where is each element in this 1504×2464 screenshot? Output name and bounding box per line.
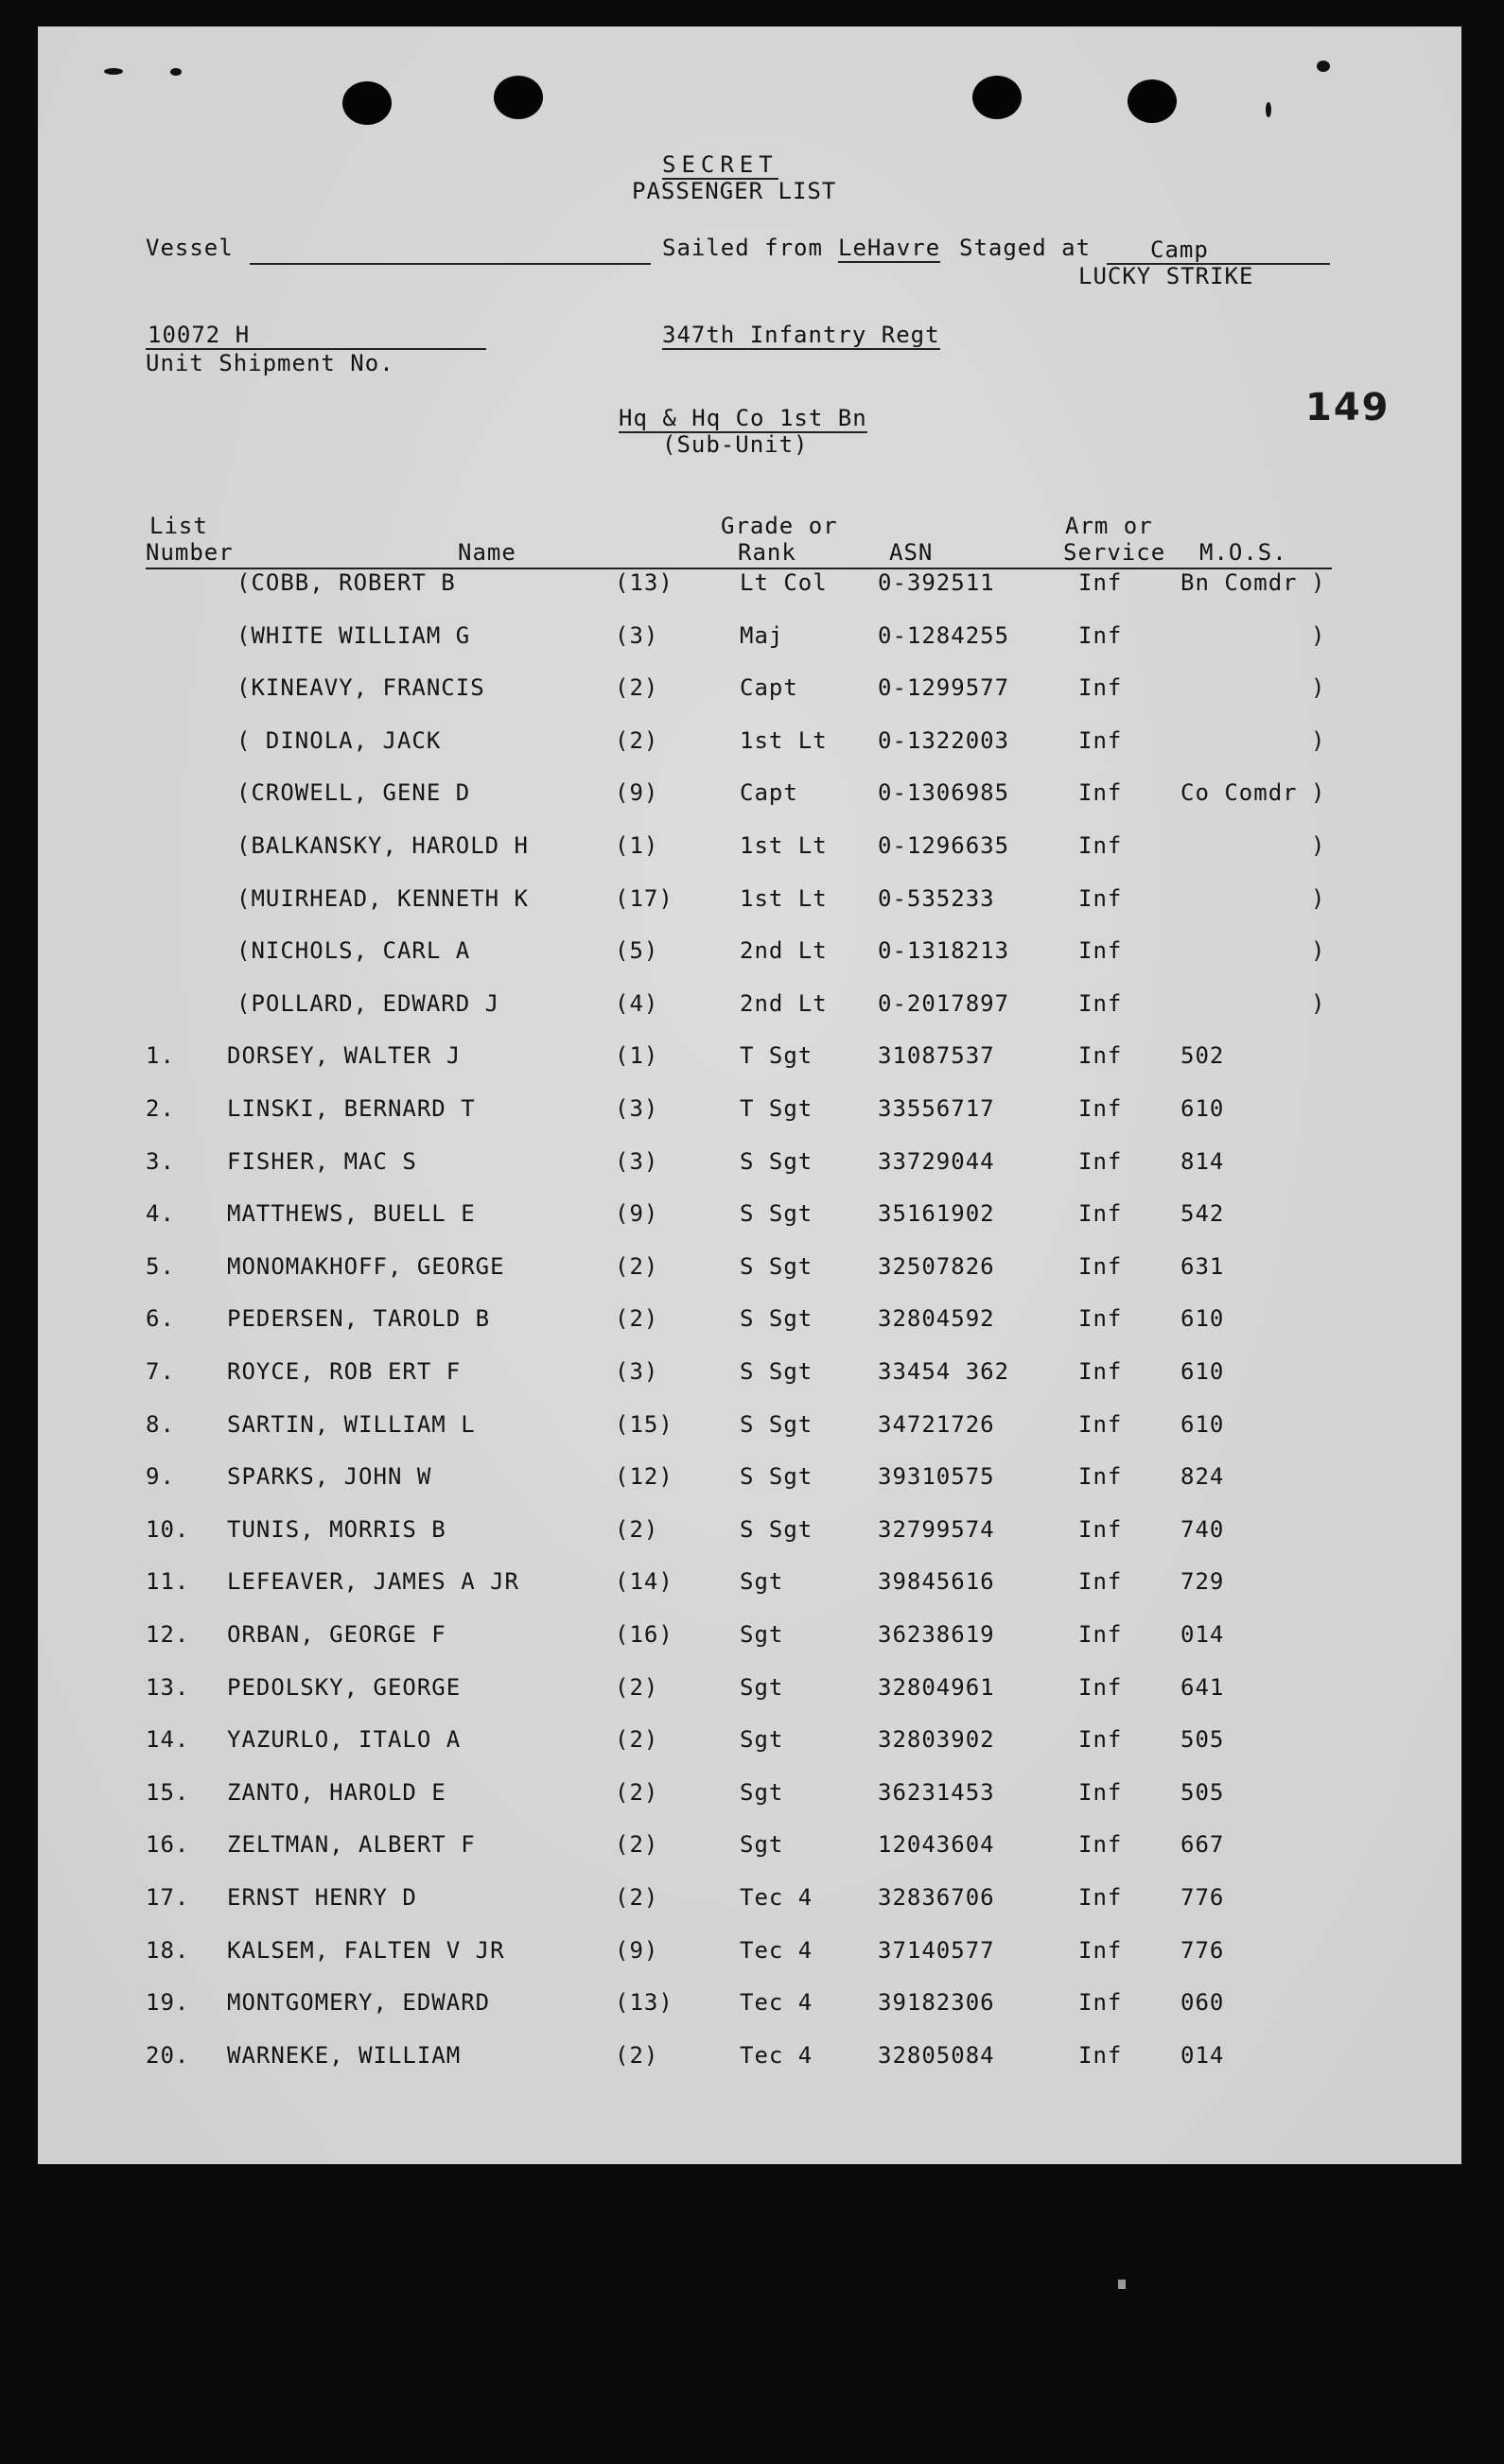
cell-arm: Inf bbox=[1078, 1410, 1123, 1438]
cell-num: 8. bbox=[146, 1410, 175, 1438]
cell-mos: Co Comdr bbox=[1180, 779, 1298, 807]
enlisted-row bbox=[38, 1095, 1461, 1133]
vessel-label: Vessel bbox=[146, 235, 234, 261]
cell-mos: 505 bbox=[1180, 1778, 1225, 1806]
cell-code: (15) bbox=[615, 1410, 673, 1438]
cell-asn: 0-535233 bbox=[878, 884, 995, 912]
ink-speck bbox=[1317, 61, 1330, 72]
cell-code: (3) bbox=[615, 1358, 659, 1385]
cell-arm: Inf bbox=[1078, 1831, 1123, 1859]
cell-name: FISHER, MAC S bbox=[227, 1147, 417, 1175]
cell-mos: 776 bbox=[1180, 1884, 1225, 1911]
sailed-from-label: Sailed from bbox=[662, 235, 823, 261]
cell-name: (BALKANSKY, HAROLD H bbox=[236, 832, 529, 859]
cell-asn: 35161902 bbox=[878, 1200, 995, 1228]
cell-rank: Tec 4 bbox=[740, 2041, 813, 2069]
officer-row bbox=[38, 779, 1461, 817]
enlisted-row bbox=[38, 1989, 1461, 2027]
cell-arm: Inf bbox=[1078, 937, 1123, 965]
cell-mos: 641 bbox=[1180, 1673, 1225, 1701]
cell-asn: 32804592 bbox=[878, 1305, 995, 1333]
cell-mos: 610 bbox=[1180, 1305, 1225, 1333]
cell-code: (9) bbox=[615, 779, 659, 807]
cell-asn: 0-2017897 bbox=[878, 989, 1010, 1017]
cell-code: (4) bbox=[615, 989, 659, 1017]
cell-name: ZANTO, HAROLD E bbox=[227, 1778, 446, 1806]
cell-num: 9. bbox=[146, 1463, 175, 1491]
cell-code: (13) bbox=[615, 1989, 673, 2017]
cell-asn: 33729044 bbox=[878, 1147, 995, 1175]
cell-mos: 505 bbox=[1180, 1726, 1225, 1754]
cell-rank: Capt bbox=[740, 779, 798, 807]
cell-name: MATTHEWS, BUELL E bbox=[227, 1200, 476, 1228]
cell-name: DORSEY, WALTER J bbox=[227, 1042, 462, 1070]
cell-mos: 610 bbox=[1180, 1358, 1225, 1385]
cell-asn: 32805084 bbox=[878, 2041, 995, 2069]
cell-rank: Maj bbox=[740, 621, 784, 649]
cell-code: (14) bbox=[615, 1568, 673, 1596]
cell-rank: Sgt bbox=[740, 1778, 784, 1806]
officer-row bbox=[38, 674, 1461, 712]
cell-arm: Inf bbox=[1078, 1884, 1123, 1911]
cell-arm: Inf bbox=[1078, 1042, 1123, 1070]
cell-mos: 814 bbox=[1180, 1147, 1225, 1175]
cell-arm: Inf bbox=[1078, 1252, 1123, 1280]
subunit-label: (Sub-Unit) bbox=[662, 431, 809, 458]
cell-arm: Inf bbox=[1078, 1147, 1123, 1175]
cell-num: 7. bbox=[146, 1358, 175, 1385]
cell-num: 5. bbox=[146, 1252, 175, 1280]
enlisted-row bbox=[38, 1200, 1461, 1238]
cell-code: (2) bbox=[615, 726, 659, 754]
cell-num: 14. bbox=[146, 1726, 190, 1754]
cell-mos: 014 bbox=[1180, 2041, 1225, 2069]
cell-name: PEDOLSKY, GEORGE bbox=[227, 1673, 462, 1701]
cell-arm: Inf bbox=[1078, 884, 1123, 912]
ink-speck bbox=[1118, 2280, 1126, 2289]
enlisted-row bbox=[38, 1411, 1461, 1449]
cell-mos: Bn Comdr bbox=[1180, 569, 1298, 596]
cell-bracket: ) bbox=[1311, 832, 1326, 859]
officer-row bbox=[38, 990, 1461, 1028]
cell-name: YAZURLO, ITALO A bbox=[227, 1726, 462, 1754]
cell-asn: 32507826 bbox=[878, 1252, 995, 1280]
col-name: Name bbox=[458, 539, 516, 566]
cell-code: (9) bbox=[615, 1936, 659, 1964]
cell-num: 4. bbox=[146, 1200, 175, 1228]
cell-name: MONOMAKHOFF, GEORGE bbox=[227, 1252, 505, 1280]
cell-code: (2) bbox=[615, 1252, 659, 1280]
staged-at-label: Staged at bbox=[959, 235, 1092, 261]
cell-num: 20. bbox=[146, 2041, 190, 2069]
cell-arm: Inf bbox=[1078, 1358, 1123, 1385]
enlisted-row bbox=[38, 1568, 1461, 1606]
cell-asn: 0-1322003 bbox=[878, 726, 1010, 754]
cell-rank: T Sgt bbox=[740, 1095, 813, 1122]
unit-name: 347th Infantry Regt bbox=[662, 322, 940, 348]
officer-row bbox=[38, 937, 1461, 975]
col-list-number-1: List bbox=[149, 513, 208, 539]
cell-asn: 39310575 bbox=[878, 1463, 995, 1491]
ink-speck bbox=[170, 68, 182, 76]
cell-arm: Inf bbox=[1078, 832, 1123, 859]
col-grade-2: Rank bbox=[738, 539, 796, 566]
cell-arm: Inf bbox=[1078, 1989, 1123, 2017]
cell-rank: Sgt bbox=[740, 1568, 784, 1596]
col-asn: ASN bbox=[889, 539, 934, 566]
cell-asn: 39845616 bbox=[878, 1568, 995, 1596]
cell-code: (3) bbox=[615, 1095, 659, 1122]
officer-row bbox=[38, 832, 1461, 870]
cell-bracket: ) bbox=[1311, 779, 1326, 807]
camp-name: LUCKY STRIKE bbox=[1078, 263, 1254, 289]
enlisted-row bbox=[38, 1726, 1461, 1764]
enlisted-row bbox=[38, 1253, 1461, 1291]
enlisted-row bbox=[38, 1779, 1461, 1817]
cell-name: KALSEM, FALTEN V JR bbox=[227, 1936, 505, 1964]
cell-mos: 542 bbox=[1180, 1200, 1225, 1228]
cell-num: 16. bbox=[146, 1831, 190, 1859]
cell-num: 19. bbox=[146, 1989, 190, 2017]
cell-name: ERNST HENRY D bbox=[227, 1884, 417, 1911]
cell-asn: 0-392511 bbox=[878, 569, 995, 596]
punch-hole bbox=[342, 81, 392, 125]
cell-mos: 610 bbox=[1180, 1410, 1225, 1438]
cell-code: (2) bbox=[615, 1305, 659, 1333]
col-grade-1: Grade or bbox=[721, 513, 838, 539]
punch-hole bbox=[972, 76, 1022, 119]
cell-name: (POLLARD, EDWARD J bbox=[236, 989, 500, 1017]
cell-name: SARTIN, WILLIAM L bbox=[227, 1410, 476, 1438]
document-page bbox=[38, 26, 1461, 2164]
subunit-name: Hq & Hq Co 1st Bn bbox=[619, 405, 867, 431]
enlisted-row bbox=[38, 1358, 1461, 1396]
cell-arm: Inf bbox=[1078, 1515, 1123, 1543]
cell-num: 17. bbox=[146, 1884, 190, 1911]
cell-code: (2) bbox=[615, 2041, 659, 2069]
col-mos: M.O.S. bbox=[1199, 539, 1287, 566]
cell-num: 1. bbox=[146, 1042, 175, 1070]
enlisted-row bbox=[38, 1305, 1461, 1343]
cell-code: (2) bbox=[615, 1515, 659, 1543]
cell-asn: 31087537 bbox=[878, 1042, 995, 1070]
cell-rank: S Sgt bbox=[740, 1358, 813, 1385]
shipment-number: 10072 H bbox=[148, 322, 251, 348]
cell-name: ORBAN, GEORGE F bbox=[227, 1621, 446, 1648]
enlisted-row bbox=[38, 1674, 1461, 1712]
cell-name: WARNEKE, WILLIAM bbox=[227, 2041, 462, 2069]
cell-name: MONTGOMERY, EDWARD bbox=[227, 1989, 491, 2017]
cell-rank: S Sgt bbox=[740, 1200, 813, 1228]
cell-arm: Inf bbox=[1078, 569, 1123, 596]
cell-arm: Inf bbox=[1078, 1463, 1123, 1491]
cell-asn: 12043604 bbox=[878, 1831, 995, 1859]
officer-row bbox=[38, 569, 1461, 607]
cell-name: TUNIS, MORRIS B bbox=[227, 1515, 446, 1543]
cell-arm: Inf bbox=[1078, 674, 1123, 702]
cell-rank: Sgt bbox=[740, 1726, 784, 1754]
cell-asn: 0-1318213 bbox=[878, 937, 1010, 965]
cell-rank: S Sgt bbox=[740, 1410, 813, 1438]
cell-code: (2) bbox=[615, 1726, 659, 1754]
cell-bracket: ) bbox=[1311, 937, 1326, 965]
enlisted-row bbox=[38, 1516, 1461, 1554]
cell-name: (WHITE WILLIAM G bbox=[236, 621, 471, 649]
cell-name: ( DINOLA, JACK bbox=[236, 726, 442, 754]
cell-bracket: ) bbox=[1311, 726, 1326, 754]
cell-asn: 32803902 bbox=[878, 1726, 995, 1754]
cell-name: LINSKI, BERNARD T bbox=[227, 1095, 476, 1122]
staged-at-value: Camp bbox=[1150, 236, 1209, 263]
cell-asn: 0-1296635 bbox=[878, 832, 1010, 859]
cell-rank: 2nd Lt bbox=[740, 989, 828, 1017]
cell-code: (9) bbox=[615, 1200, 659, 1228]
cell-asn: 36231453 bbox=[878, 1778, 995, 1806]
cell-code: (2) bbox=[615, 674, 659, 702]
cell-asn: 36238619 bbox=[878, 1621, 995, 1648]
cell-arm: Inf bbox=[1078, 1305, 1123, 1333]
col-arm-2: Service bbox=[1063, 539, 1166, 566]
cell-asn: 32836706 bbox=[878, 1884, 995, 1911]
cell-name: (COBB, ROBERT B bbox=[236, 569, 456, 596]
enlisted-row bbox=[38, 1463, 1461, 1501]
cell-arm: Inf bbox=[1078, 1621, 1123, 1648]
cell-mos: 610 bbox=[1180, 1095, 1225, 1122]
cell-rank: Tec 4 bbox=[740, 1884, 813, 1911]
vessel-blank-line bbox=[250, 263, 651, 265]
cell-rank: T Sgt bbox=[740, 1042, 813, 1070]
cell-arm: Inf bbox=[1078, 1726, 1123, 1754]
punch-hole bbox=[1128, 79, 1177, 123]
cell-asn: 32804961 bbox=[878, 1673, 995, 1701]
cell-code: (12) bbox=[615, 1463, 673, 1491]
cell-num: 10. bbox=[146, 1515, 190, 1543]
cell-code: (3) bbox=[615, 1147, 659, 1175]
cell-num: 12. bbox=[146, 1621, 190, 1648]
cell-rank: Capt bbox=[740, 674, 798, 702]
cell-bracket: ) bbox=[1311, 989, 1326, 1017]
cell-code: (3) bbox=[615, 621, 659, 649]
cell-num: 15. bbox=[146, 1778, 190, 1806]
cell-mos: 014 bbox=[1180, 1621, 1225, 1648]
cell-bracket: ) bbox=[1311, 884, 1326, 912]
cell-num: 2. bbox=[146, 1095, 175, 1122]
cell-name: SPARKS, JOHN W bbox=[227, 1463, 432, 1491]
officer-row bbox=[38, 885, 1461, 923]
officer-row bbox=[38, 727, 1461, 765]
cell-rank: Lt Col bbox=[740, 569, 828, 596]
cell-arm: Inf bbox=[1078, 1673, 1123, 1701]
cell-arm: Inf bbox=[1078, 1200, 1123, 1228]
ink-speck bbox=[104, 68, 123, 75]
cell-arm: Inf bbox=[1078, 779, 1123, 807]
cell-rank: S Sgt bbox=[740, 1305, 813, 1333]
cell-arm: Inf bbox=[1078, 2041, 1123, 2069]
cell-code: (2) bbox=[615, 1778, 659, 1806]
cell-name: (KINEAVY, FRANCIS bbox=[236, 674, 485, 702]
enlisted-row bbox=[38, 1042, 1461, 1080]
officer-row bbox=[38, 622, 1461, 660]
cell-bracket: ) bbox=[1311, 569, 1326, 596]
cell-rank: S Sgt bbox=[740, 1515, 813, 1543]
cell-mos: 729 bbox=[1180, 1568, 1225, 1596]
cell-arm: Inf bbox=[1078, 1778, 1123, 1806]
cell-code: (13) bbox=[615, 569, 673, 596]
cell-mos: 502 bbox=[1180, 1042, 1225, 1070]
cell-code: (1) bbox=[615, 832, 659, 859]
secret-heading: SECRET bbox=[662, 151, 778, 178]
cell-rank: S Sgt bbox=[740, 1252, 813, 1280]
enlisted-row bbox=[38, 1884, 1461, 1922]
cell-code: (2) bbox=[615, 1884, 659, 1911]
cell-rank: 1st Lt bbox=[740, 832, 828, 859]
cell-mos: 824 bbox=[1180, 1463, 1225, 1491]
cell-mos: 776 bbox=[1180, 1936, 1225, 1964]
cell-rank: Tec 4 bbox=[740, 1936, 813, 1964]
cell-asn: 0-1306985 bbox=[878, 779, 1010, 807]
cell-arm: Inf bbox=[1078, 1095, 1123, 1122]
cell-code: (2) bbox=[615, 1831, 659, 1859]
cell-bracket: ) bbox=[1311, 621, 1326, 649]
cell-code: (1) bbox=[615, 1042, 659, 1070]
cell-code: (5) bbox=[615, 937, 659, 965]
cell-rank: S Sgt bbox=[740, 1463, 813, 1491]
cell-num: 3. bbox=[146, 1147, 175, 1175]
cell-code: (17) bbox=[615, 884, 673, 912]
cell-arm: Inf bbox=[1078, 1568, 1123, 1596]
cell-rank: Sgt bbox=[740, 1831, 784, 1859]
cell-rank: 1st Lt bbox=[740, 726, 828, 754]
enlisted-row bbox=[38, 1831, 1461, 1869]
cell-num: 11. bbox=[146, 1568, 190, 1596]
ink-speck bbox=[1266, 102, 1271, 117]
cell-name: ZELTMAN, ALBERT F bbox=[227, 1831, 476, 1859]
cell-arm: Inf bbox=[1078, 1936, 1123, 1964]
cell-rank: Sgt bbox=[740, 1673, 784, 1701]
cell-mos: 740 bbox=[1180, 1515, 1225, 1543]
cell-asn: 0-1284255 bbox=[878, 621, 1010, 649]
cell-num: 13. bbox=[146, 1673, 190, 1701]
cell-asn: 34721726 bbox=[878, 1410, 995, 1438]
punch-hole bbox=[494, 76, 543, 119]
cell-num: 18. bbox=[146, 1936, 190, 1964]
col-list-number-2: Number bbox=[146, 539, 234, 566]
cell-code: (2) bbox=[615, 1673, 659, 1701]
cell-rank: Sgt bbox=[740, 1621, 784, 1648]
cell-bracket: ) bbox=[1311, 674, 1326, 702]
cell-rank: 2nd Lt bbox=[740, 937, 828, 965]
enlisted-row bbox=[38, 2042, 1461, 2080]
cell-mos: 667 bbox=[1180, 1831, 1225, 1859]
cell-mos: 631 bbox=[1180, 1252, 1225, 1280]
shipment-label: Unit Shipment No. bbox=[146, 350, 394, 376]
sailed-from-value: LeHavre bbox=[838, 235, 941, 261]
cell-name: (MUIRHEAD, KENNETH K bbox=[236, 884, 529, 912]
cell-arm: Inf bbox=[1078, 621, 1123, 649]
cell-rank: Tec 4 bbox=[740, 1989, 813, 2017]
cell-num: 6. bbox=[146, 1305, 175, 1333]
cell-mos: 060 bbox=[1180, 1989, 1225, 2017]
cell-name: PEDERSEN, TAROLD B bbox=[227, 1305, 491, 1333]
cell-asn: 33454 362 bbox=[878, 1358, 1010, 1385]
cell-asn: 39182306 bbox=[878, 1989, 995, 2017]
cell-asn: 32799574 bbox=[878, 1515, 995, 1543]
cell-name: (NICHOLS, CARL A bbox=[236, 937, 471, 965]
enlisted-row bbox=[38, 1937, 1461, 1975]
cell-arm: Inf bbox=[1078, 989, 1123, 1017]
cell-rank: S Sgt bbox=[740, 1147, 813, 1175]
cell-name: ROYCE, ROB ERT F bbox=[227, 1358, 462, 1385]
cell-code: (16) bbox=[615, 1621, 673, 1648]
page-number: 149 bbox=[1305, 386, 1390, 429]
cell-asn: 37140577 bbox=[878, 1936, 995, 1964]
enlisted-row bbox=[38, 1148, 1461, 1186]
passenger-list-heading: PASSENGER LIST bbox=[632, 178, 837, 204]
col-arm-1: Arm or bbox=[1065, 513, 1153, 539]
cell-asn: 33556717 bbox=[878, 1095, 995, 1122]
cell-name: (CROWELL, GENE D bbox=[236, 779, 471, 807]
cell-asn: 0-1299577 bbox=[878, 674, 1010, 702]
cell-name: LEFEAVER, JAMES A JR bbox=[227, 1568, 519, 1596]
cell-arm: Inf bbox=[1078, 726, 1123, 754]
enlisted-row bbox=[38, 1621, 1461, 1659]
cell-rank: 1st Lt bbox=[740, 884, 828, 912]
